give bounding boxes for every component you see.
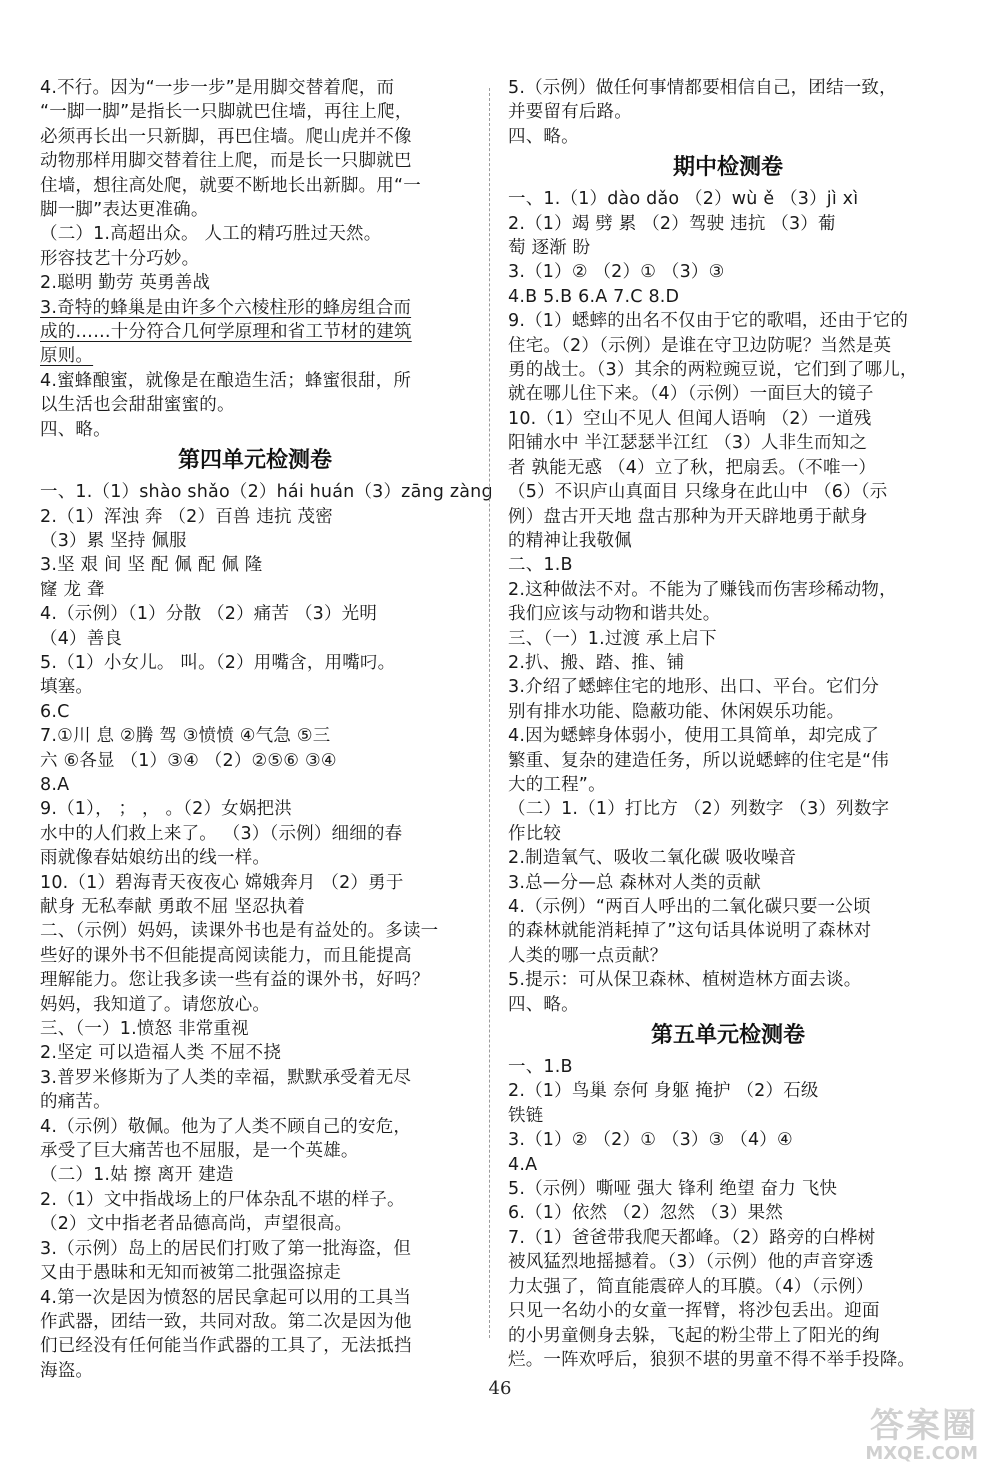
text-line: 3.普罗米修斯为了人类的幸福，默默承受着无尽 xyxy=(40,1067,412,1088)
text-line: 就在哪儿住下来。（4）（示例）一面巨大的镜子 xyxy=(508,384,874,405)
text-line: 3.奇特的蜂巢是由许多个六棱柱形的蜂房组合而 xyxy=(40,297,412,318)
text-line: 别有排水功能、隐蔽功能、休闲娱乐功能。 xyxy=(508,701,845,722)
text-line: 脚一脚”表达更准确。 xyxy=(40,200,209,221)
text-line: 并要留有后路。 xyxy=(508,102,632,123)
text-line: 2.坚定 可以造福人类 不屈不挠 xyxy=(40,1043,282,1064)
watermark-logo xyxy=(798,1408,978,1468)
text-line: 六 ⑥各显 （1）③④ （2）②⑤⑥ ③④ xyxy=(40,750,337,771)
text-line: 被风猛烈地摇撼着。（3）（示例）他的声音穿透 xyxy=(508,1252,874,1273)
text-line: 献身 无私奉献 勇敢不屈 坚忍执着 xyxy=(40,897,306,917)
text-line: 6.（1）依然 （2）忽然 （3）果然 xyxy=(508,1203,784,1224)
text-line: 们已经没有任何能当作武器的工具了，无法抵挡 xyxy=(40,1336,412,1357)
text-line: 例）盘古开天地 盘古那种为开天辟地勇于献身 xyxy=(508,506,868,527)
text-line: 的小男童侧身去躲，飞起的粉尘带上了阳光的绚 xyxy=(508,1325,880,1346)
text-line: 萄 逐渐 盼 xyxy=(508,238,591,259)
text-line: 大的工程”。 xyxy=(508,774,606,795)
text-line: 我们应该与动物和谐共处。 xyxy=(508,604,721,625)
section-title-unit4: 第四单元检测卷 xyxy=(177,448,332,474)
text-line: 4.第一次是因为愤怒的居民拿起可以用的工具当 xyxy=(40,1287,412,1308)
text-line: 繁重、复杂的建造任务，所以说蟋蟀的住宅是“伟 xyxy=(508,750,889,771)
text-line: 的森林就能消耗掉了”这句话具体说明了森林对 xyxy=(508,921,872,942)
text-line: “一脚一脚”是指长一只脚就巴住墙，再往上爬， xyxy=(40,102,413,123)
text-line: 承受了巨大痛苦也不屈服，是一个英雄。 xyxy=(40,1141,359,1162)
text-line: 2.（1）鸟巢 奈何 身躯 掩护 （2）石级 xyxy=(508,1081,819,1102)
text-line: 4.蜜蜂酿蜜，就像是在酿造生活；蜂蜜很甜，所 xyxy=(40,370,412,391)
column-divider xyxy=(489,88,490,1338)
text-line: 以生活也会甜甜蜜蜜的。 xyxy=(40,395,235,416)
text-line: 2.（1）竭 劈 累 （2）驾驶 违抗 （3）葡 xyxy=(508,213,836,234)
text-line: 9.（1）蟋蟀的出名不仅由于它的歌唱，还由于它的 xyxy=(508,311,909,332)
watermark-main: 答案圈 xyxy=(870,1406,978,1446)
answer-block xyxy=(40,76,470,296)
text-line: 必须再长出一只新脚，再巴住墙。爬山虎并不像 xyxy=(40,126,412,147)
text-line: 动物那样用脚交替着往上爬，而是长一只脚就巴 xyxy=(40,151,412,172)
text-line: 一、1.B xyxy=(508,1057,573,1078)
text-line: 2.（1）文中指战场上的尸体杂乱不堪的样子。 xyxy=(40,1189,405,1210)
answer-block xyxy=(508,1055,948,1372)
text-line: 4.（示例）“两百人呼出的二氧化碳只要一公顷 xyxy=(508,897,871,917)
watermark-sub: MXQE.COM xyxy=(865,1443,978,1464)
underlined-answer xyxy=(40,296,470,369)
text-line: 6.C xyxy=(40,701,70,722)
right-column xyxy=(508,76,948,1372)
answer-block xyxy=(508,76,948,149)
text-line: 勇的战士。（3）其余的两粒豌豆说，它们到了哪儿， xyxy=(508,360,918,381)
text-line: 填塞。 xyxy=(40,677,94,698)
answer-block xyxy=(40,369,470,442)
text-line: 理解能力。您让我多读一些有益的课外书，好吗？ xyxy=(40,970,430,991)
text-line: 者 孰能无惑 （4）立了秋，把扇丢。（不唯一） xyxy=(508,457,877,478)
text-line: 2.扒、搬、踏、推、铺 xyxy=(508,652,685,673)
text-line: 窿 龙 聋 xyxy=(40,579,105,600)
text-line: 2.（1）浑浊 奔 （2）百兽 违抗 茂密 xyxy=(40,506,333,527)
text-line: （二）1.（1）打比方 （2）列数字 （3）列数字 xyxy=(508,799,890,820)
text-line: 4.A xyxy=(508,1154,538,1175)
text-line: 7.（1）爸爸带我爬天都峰。（2）路旁的白桦树 xyxy=(508,1227,876,1248)
text-line: 2.制造氧气、吸收二氧化碳 吸收噪音 xyxy=(508,848,797,869)
text-line: 人类的哪一点贡献？ xyxy=(508,945,668,966)
answer-block xyxy=(40,480,493,1383)
text-line: 9.（1）， ； ， 。（2）女娲把洪 xyxy=(40,799,292,820)
text-line: 10.（1）碧海青天夜夜心 嫦娥奔月 （2）勇于 xyxy=(40,872,404,893)
text-line: 2.这种做法不对。不能为了赚钱而伤害珍稀动物， xyxy=(508,579,897,600)
text-line: 5.（1）小女儿。 叫。（2）用嘴含，用嘴叼。 xyxy=(40,652,396,673)
text-line: 7.①川 息 ②腾 驾 ③愤愤 ④气急 ⑤三 xyxy=(40,726,331,747)
text-line: （3）累 坚持 佩服 xyxy=(40,530,187,551)
text-line: （二）1.高超出众。 人工的精巧胜过天然。 xyxy=(40,224,382,245)
text-line: 4.（示例）（1）分散 （2）痛苦 （3）光明 xyxy=(40,604,378,625)
text-line: 又由于愚昧和无知而被第二批强盗掠走 xyxy=(40,1263,341,1284)
text-line: 的精神让我敬佩 xyxy=(508,530,632,551)
section-title-unit5: 第五单元检测卷 xyxy=(650,1023,805,1049)
text-line: 三、（一）1.过渡 承上启下 xyxy=(508,628,717,649)
text-line: 3.总—分—总 森林对人类的贡献 xyxy=(508,872,761,893)
text-line: 5.（示例）嘶哑 强大 锋利 绝望 奋力 飞快 xyxy=(508,1179,838,1200)
text-line: 3.坚 艰 间 坚 配 佩 配 佩 隆 xyxy=(40,555,263,576)
text-line: 8.A xyxy=(40,774,70,795)
text-line: 4.（示例）敬佩。他为了人类不顾自己的安危， xyxy=(40,1116,412,1137)
page-number: 46 xyxy=(488,1378,512,1399)
text-line: （5）不识庐山真面目 只缘身在此山中 （6）（示 xyxy=(508,482,888,503)
text-line: （二）1.姑 擦 离开 建造 xyxy=(40,1165,234,1186)
text-line: 只见一名幼小的女童一挥臂，将沙包丢出。迎面 xyxy=(508,1301,880,1322)
text-line: 二、（示例）妈妈，读课外书也是有益处的。多读一 xyxy=(40,921,439,942)
text-line: 一、1.（1）dào dǎo （2）wù ě （3）jì xì xyxy=(508,189,859,210)
text-line: 雨就像春姑娘纺出的线一样。 xyxy=(40,848,271,869)
text-line: 4.不行。因为“一步一步”是用脚交替着爬，而 xyxy=(40,78,395,98)
text-line: 3.（示例）岛上的居民们打败了第一批海盗，但 xyxy=(40,1238,412,1259)
text-line: 原则。 xyxy=(40,346,94,367)
text-line: 海盗。 xyxy=(40,1360,94,1381)
text-line: 四、略。 xyxy=(40,419,111,440)
text-line: 3.介绍了蟋蟀住宅的地形、出口、平台。它们分 xyxy=(508,677,880,698)
text-line: 4.因为蟋蟀身体弱小，使用工具简单，却完成了 xyxy=(508,726,880,747)
text-line: 形容技艺十分巧妙。 xyxy=(40,248,200,269)
text-line: 二、1.B xyxy=(508,555,573,576)
text-line: 3.（1）② （2）① （3）③ （4）④ xyxy=(508,1130,793,1151)
text-line: 成的……十分符合几何学原理和省工节材的建筑 xyxy=(40,322,412,343)
text-line: 水中的人们救上来了。 （3）（示例）细细的春 xyxy=(40,823,403,844)
text-line: 2.聪明 勤劳 英勇善战 xyxy=(40,273,211,294)
text-line: 住宅。（2）（示例）是谁在守卫边防呢？当然是英 xyxy=(508,335,892,356)
left-column xyxy=(40,76,493,1383)
text-line: 烂。一阵欢呼后，狼狈不堪的男童不得不举手投降。 xyxy=(508,1349,916,1370)
section-title-midterm: 期中检测卷 xyxy=(672,155,783,181)
text-line: 妈妈，我知道了。请您放心。 xyxy=(40,994,271,1015)
answer-block xyxy=(508,187,948,1017)
text-line: 4.B 5.B 6.A 7.C 8.D xyxy=(508,286,680,307)
text-line: 些好的课外书不但能提高阅读能力，而且能提高 xyxy=(40,945,412,966)
text-line: 作比较 xyxy=(508,823,562,844)
text-line: 3.（1）② （2）① （3）③ xyxy=(508,262,725,283)
text-line: 10.（1）空山不见人 但闻人语响 （2）一道残 xyxy=(508,408,872,429)
text-line: 四、略。 xyxy=(508,126,579,147)
text-line: 力太强了，简直能震碎人的耳膜。（4）（示例） xyxy=(508,1276,874,1297)
text-line: 四、略。 xyxy=(508,994,579,1015)
text-line: 阳铺水中 半江瑟瑟半江红 （3）人非生而知之 xyxy=(508,433,868,454)
text-line: 5.（示例）做任何事情都要相信自己，团结一致， xyxy=(508,78,897,98)
text-line: 的痛苦。 xyxy=(40,1092,111,1113)
text-line: 住墙，想往高处爬，就要不断地长出新脚。用“一 xyxy=(40,175,421,196)
text-line: （2）文中指老者品德高尚，声望很高。 xyxy=(40,1214,353,1235)
text-line: 一、1.（1）shào shǎo（2）hái huán（3）zāng zàng xyxy=(40,482,493,503)
text-line: （4）善良 xyxy=(40,628,123,649)
text-line: 5.提示：可从保卫森林、植树造林方面去谈。 xyxy=(508,970,862,991)
text-line: 三、（一）1.愤怒 非常重视 xyxy=(40,1019,249,1040)
text-line: 铁链 xyxy=(508,1105,544,1126)
text-line: 作武器，团结一致，共同对敌。第二次是因为他 xyxy=(40,1311,412,1332)
